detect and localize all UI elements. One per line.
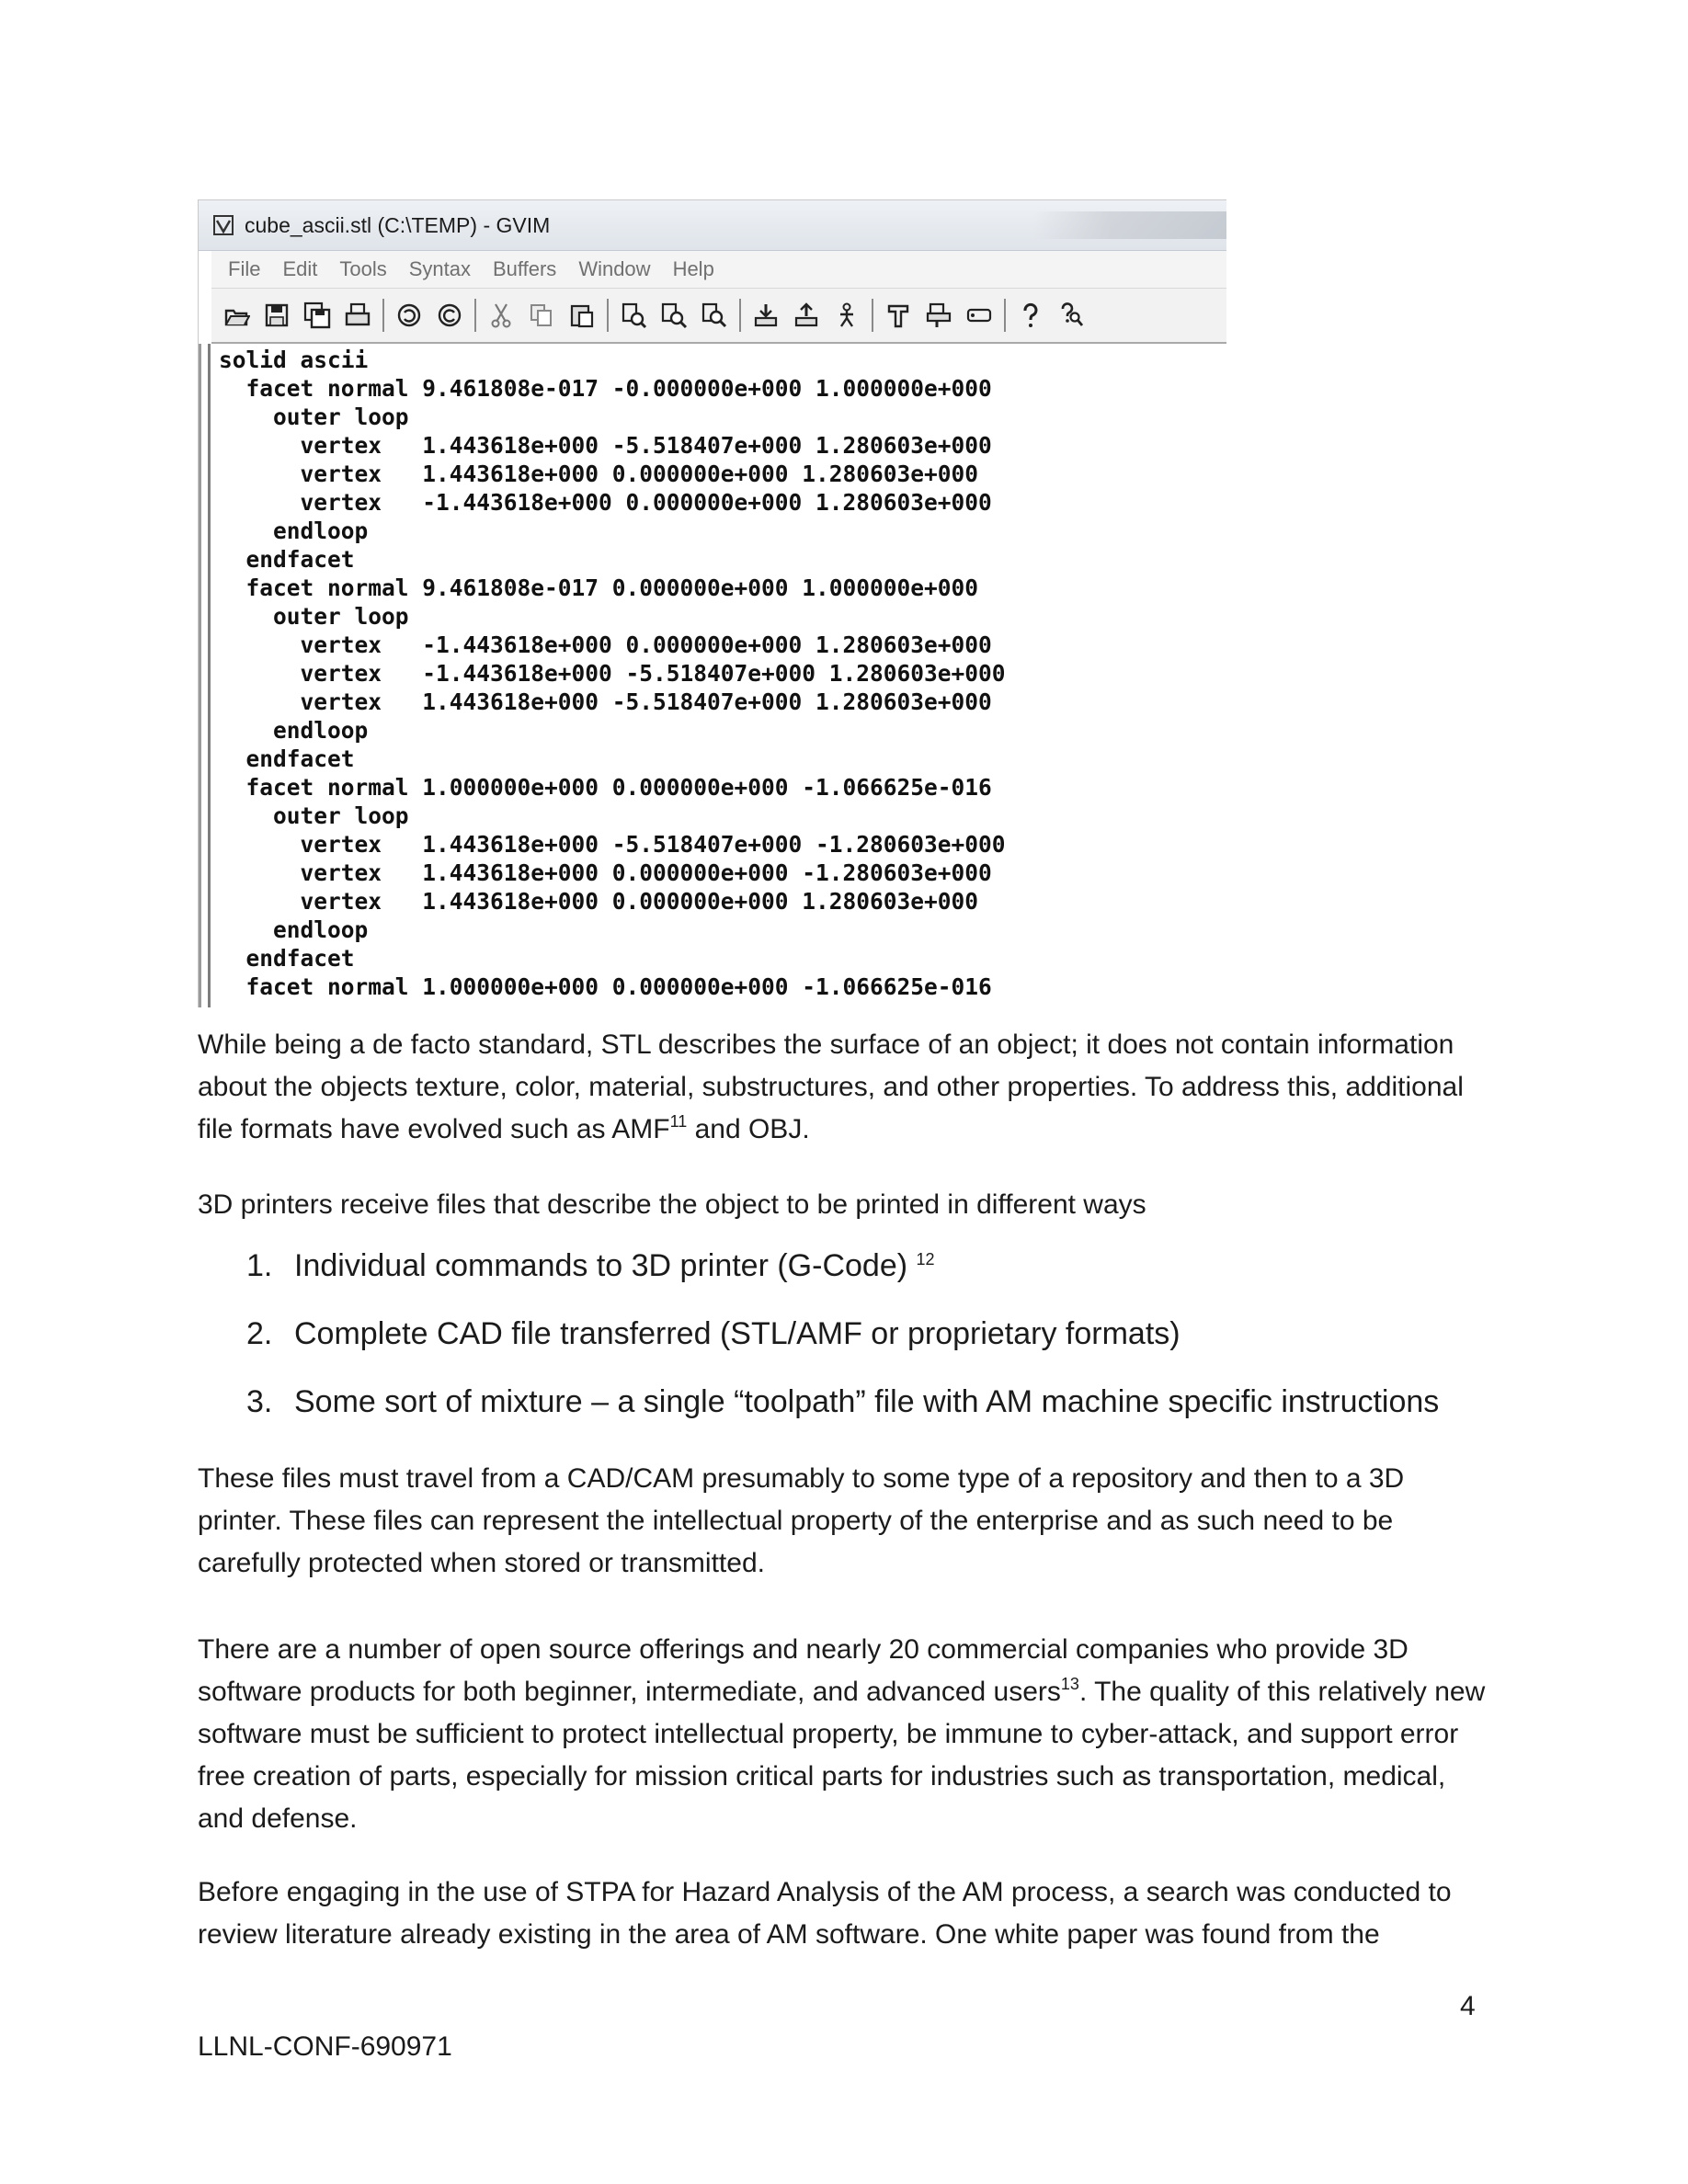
paragraph-text: and OBJ. xyxy=(687,1114,810,1144)
editor-line[interactable]: facet normal 1.000000e+000 0.000000e+000 -1.066625e-016 xyxy=(219,774,992,801)
paragraph-files-travel xyxy=(198,1458,1494,1585)
load-session-icon[interactable] xyxy=(748,298,783,333)
editor-line[interactable]: facet normal 1.000000e+000 0.000000e+000 -1.066625e-016 xyxy=(219,973,992,1000)
editor-line[interactable]: facet normal 9.461808e-017 0.000000e+000 1.000000e+000 xyxy=(219,574,979,601)
editor-line[interactable]: endfacet xyxy=(219,745,355,772)
editor-line[interactable]: vertex 1.443618e+000 -5.518407e+000 -1.280603e+000 xyxy=(219,831,1006,858)
paragraph-text: 3D printers receive files that describe the object to be printed in different ways xyxy=(198,1189,1146,1220)
footnote-ref-11[interactable]: 11 xyxy=(669,1112,688,1131)
undo-icon[interactable] xyxy=(392,298,427,333)
tags-icon[interactable] xyxy=(962,298,997,333)
stl-file-content[interactable] xyxy=(219,346,1226,1001)
paragraph-text: While being a de facto standard, STL describes the surface of an object; it does not contain information about the objects texture, color, material, substructures, and other properties. To address this, additional file formats have evolved such as AMF xyxy=(198,1029,1464,1144)
list-item-text: Individual commands to 3D printer (G-Code) xyxy=(294,1248,917,1283)
toolbar-separator xyxy=(1004,299,1006,332)
menu-edit[interactable]: Edit xyxy=(282,257,318,280)
replace-icon[interactable] xyxy=(616,298,651,333)
list-item xyxy=(246,1248,935,1284)
menu-syntax[interactable]: Syntax xyxy=(408,257,471,280)
editor-line[interactable]: endloop xyxy=(219,916,369,943)
menu-window[interactable]: Window xyxy=(578,257,651,280)
editor-line[interactable]: vertex 1.443618e+000 0.000000e+000 -1.280603e+000 xyxy=(219,859,992,886)
help-icon[interactable] xyxy=(1013,298,1048,333)
paste-icon[interactable] xyxy=(565,298,599,333)
gvim-toolbar xyxy=(211,289,1226,344)
editor-line[interactable]: vertex -1.443618e+000 -5.518407e+000 1.280603e+000 xyxy=(219,660,1006,687)
toolbar-separator xyxy=(382,299,384,332)
gvim-menu-bar xyxy=(211,251,1226,289)
cut-icon[interactable] xyxy=(484,298,519,333)
page-number: 4 xyxy=(1460,1991,1476,2021)
find-prev-icon[interactable] xyxy=(697,298,732,333)
paragraph-open-source xyxy=(198,1629,1494,1840)
menu-file[interactable]: File xyxy=(228,257,261,280)
editor-line[interactable]: facet normal 9.461808e-017 -0.000000e+000 1.000000e+000 xyxy=(219,375,992,402)
editor-line[interactable]: vertex 1.443618e+000 -5.518407e+000 1.280603e+000 xyxy=(219,688,992,715)
footnote-ref-12[interactable]: 12 xyxy=(916,1250,935,1268)
make-icon[interactable] xyxy=(881,298,916,333)
menu-buffers[interactable]: Buffers xyxy=(493,257,557,280)
copy-icon[interactable] xyxy=(524,298,559,333)
window-controls-blurred xyxy=(1033,211,1226,239)
paragraph-text: There are a number of open source offerings and nearly 20 commercial companies who provide 3D software products for both beginner, intermediate, and advanced users xyxy=(198,1634,1409,1707)
paragraph-text: These files must travel from a CAD/CAM presumably to some type of a repository and then to a 3D printer. These files can represent the intellectual property of the enterprise and as such need to be carefully protected when stored or transmitted. xyxy=(198,1463,1405,1578)
editor-line[interactable]: vertex 1.443618e+000 -5.518407e+000 1.280603e+000 xyxy=(219,432,992,459)
gvim-title-bar xyxy=(199,200,1226,251)
list-item xyxy=(246,1384,1439,1420)
editor-line[interactable]: endfacet xyxy=(219,546,355,573)
run-script-icon[interactable] xyxy=(829,298,864,333)
paragraph-printers-receive xyxy=(198,1184,1494,1226)
save-all-icon[interactable] xyxy=(300,298,335,333)
editor-line[interactable]: outer loop xyxy=(219,404,409,430)
gvim-app-icon xyxy=(211,213,235,237)
editor-line[interactable]: vertex 1.443618e+000 0.000000e+000 1.280603e+000 xyxy=(219,888,979,915)
list-number: 2. xyxy=(246,1316,273,1351)
gvim-window-screenshot xyxy=(198,199,1226,1007)
gvim-window-title: cube_ascii.stl (C:\TEMP) - GVIM xyxy=(245,212,551,237)
list-number: 3. xyxy=(246,1384,273,1419)
print-icon[interactable] xyxy=(340,298,375,333)
editor-line[interactable]: endfacet xyxy=(219,945,355,972)
editor-line[interactable]: endloop xyxy=(219,518,369,544)
toolbar-separator xyxy=(739,299,741,332)
menu-tools[interactable]: Tools xyxy=(339,257,387,280)
paragraph-stl-description xyxy=(198,1024,1494,1151)
document-id-footer: LLNL-CONF-690971 xyxy=(198,2031,452,2062)
editor-line[interactable]: vertex -1.443618e+000 0.000000e+000 1.280603e+000 xyxy=(219,489,992,516)
gvim-editor-area[interactable] xyxy=(199,344,1226,1007)
editor-line[interactable]: outer loop xyxy=(219,603,409,630)
list-item-text: Some sort of mixture – a single “toolpath” file with AM machine specific instructions xyxy=(294,1384,1440,1419)
save-icon[interactable] xyxy=(259,298,294,333)
open-icon[interactable] xyxy=(219,298,254,333)
footnote-ref-13[interactable]: 13 xyxy=(1060,1675,1079,1693)
paragraph-before-engaging xyxy=(198,1871,1494,1956)
shell-icon[interactable] xyxy=(921,298,956,333)
list-item xyxy=(246,1316,1180,1352)
find-help-icon[interactable] xyxy=(1054,298,1089,333)
list-number: 1. xyxy=(246,1248,273,1283)
editor-line[interactable]: outer loop xyxy=(219,802,409,829)
editor-line[interactable]: solid ascii xyxy=(219,347,369,373)
editor-line[interactable]: vertex 1.443618e+000 0.000000e+000 1.280603e+000 xyxy=(219,461,979,487)
toolbar-separator xyxy=(474,299,476,332)
redo-icon[interactable] xyxy=(432,298,467,333)
menu-help[interactable]: Help xyxy=(672,257,714,280)
save-session-icon[interactable] xyxy=(789,298,824,333)
paragraph-text: . The quality of this relatively new software must be sufficient to protect intellectual property, be immune to cyber-attack, and support error free creation of parts, especially for mission critical parts for industries such as transportation, medical, and defense. xyxy=(198,1677,1486,1834)
editor-left-gutter xyxy=(199,344,213,1007)
editor-line[interactable]: endloop xyxy=(219,717,369,744)
paragraph-text: Before engaging in the use of STPA for Hazard Analysis of the AM process, a search was conducted to review literature already existing in the area of AM software. One white paper was found from the xyxy=(198,1877,1452,1950)
list-item-text: Complete CAD file transferred (STL/AMF or proprietary formats) xyxy=(294,1316,1180,1351)
toolbar-separator xyxy=(872,299,873,332)
toolbar-separator xyxy=(607,299,609,332)
editor-line[interactable]: vertex -1.443618e+000 0.000000e+000 1.280603e+000 xyxy=(219,631,992,658)
find-next-icon[interactable] xyxy=(656,298,691,333)
